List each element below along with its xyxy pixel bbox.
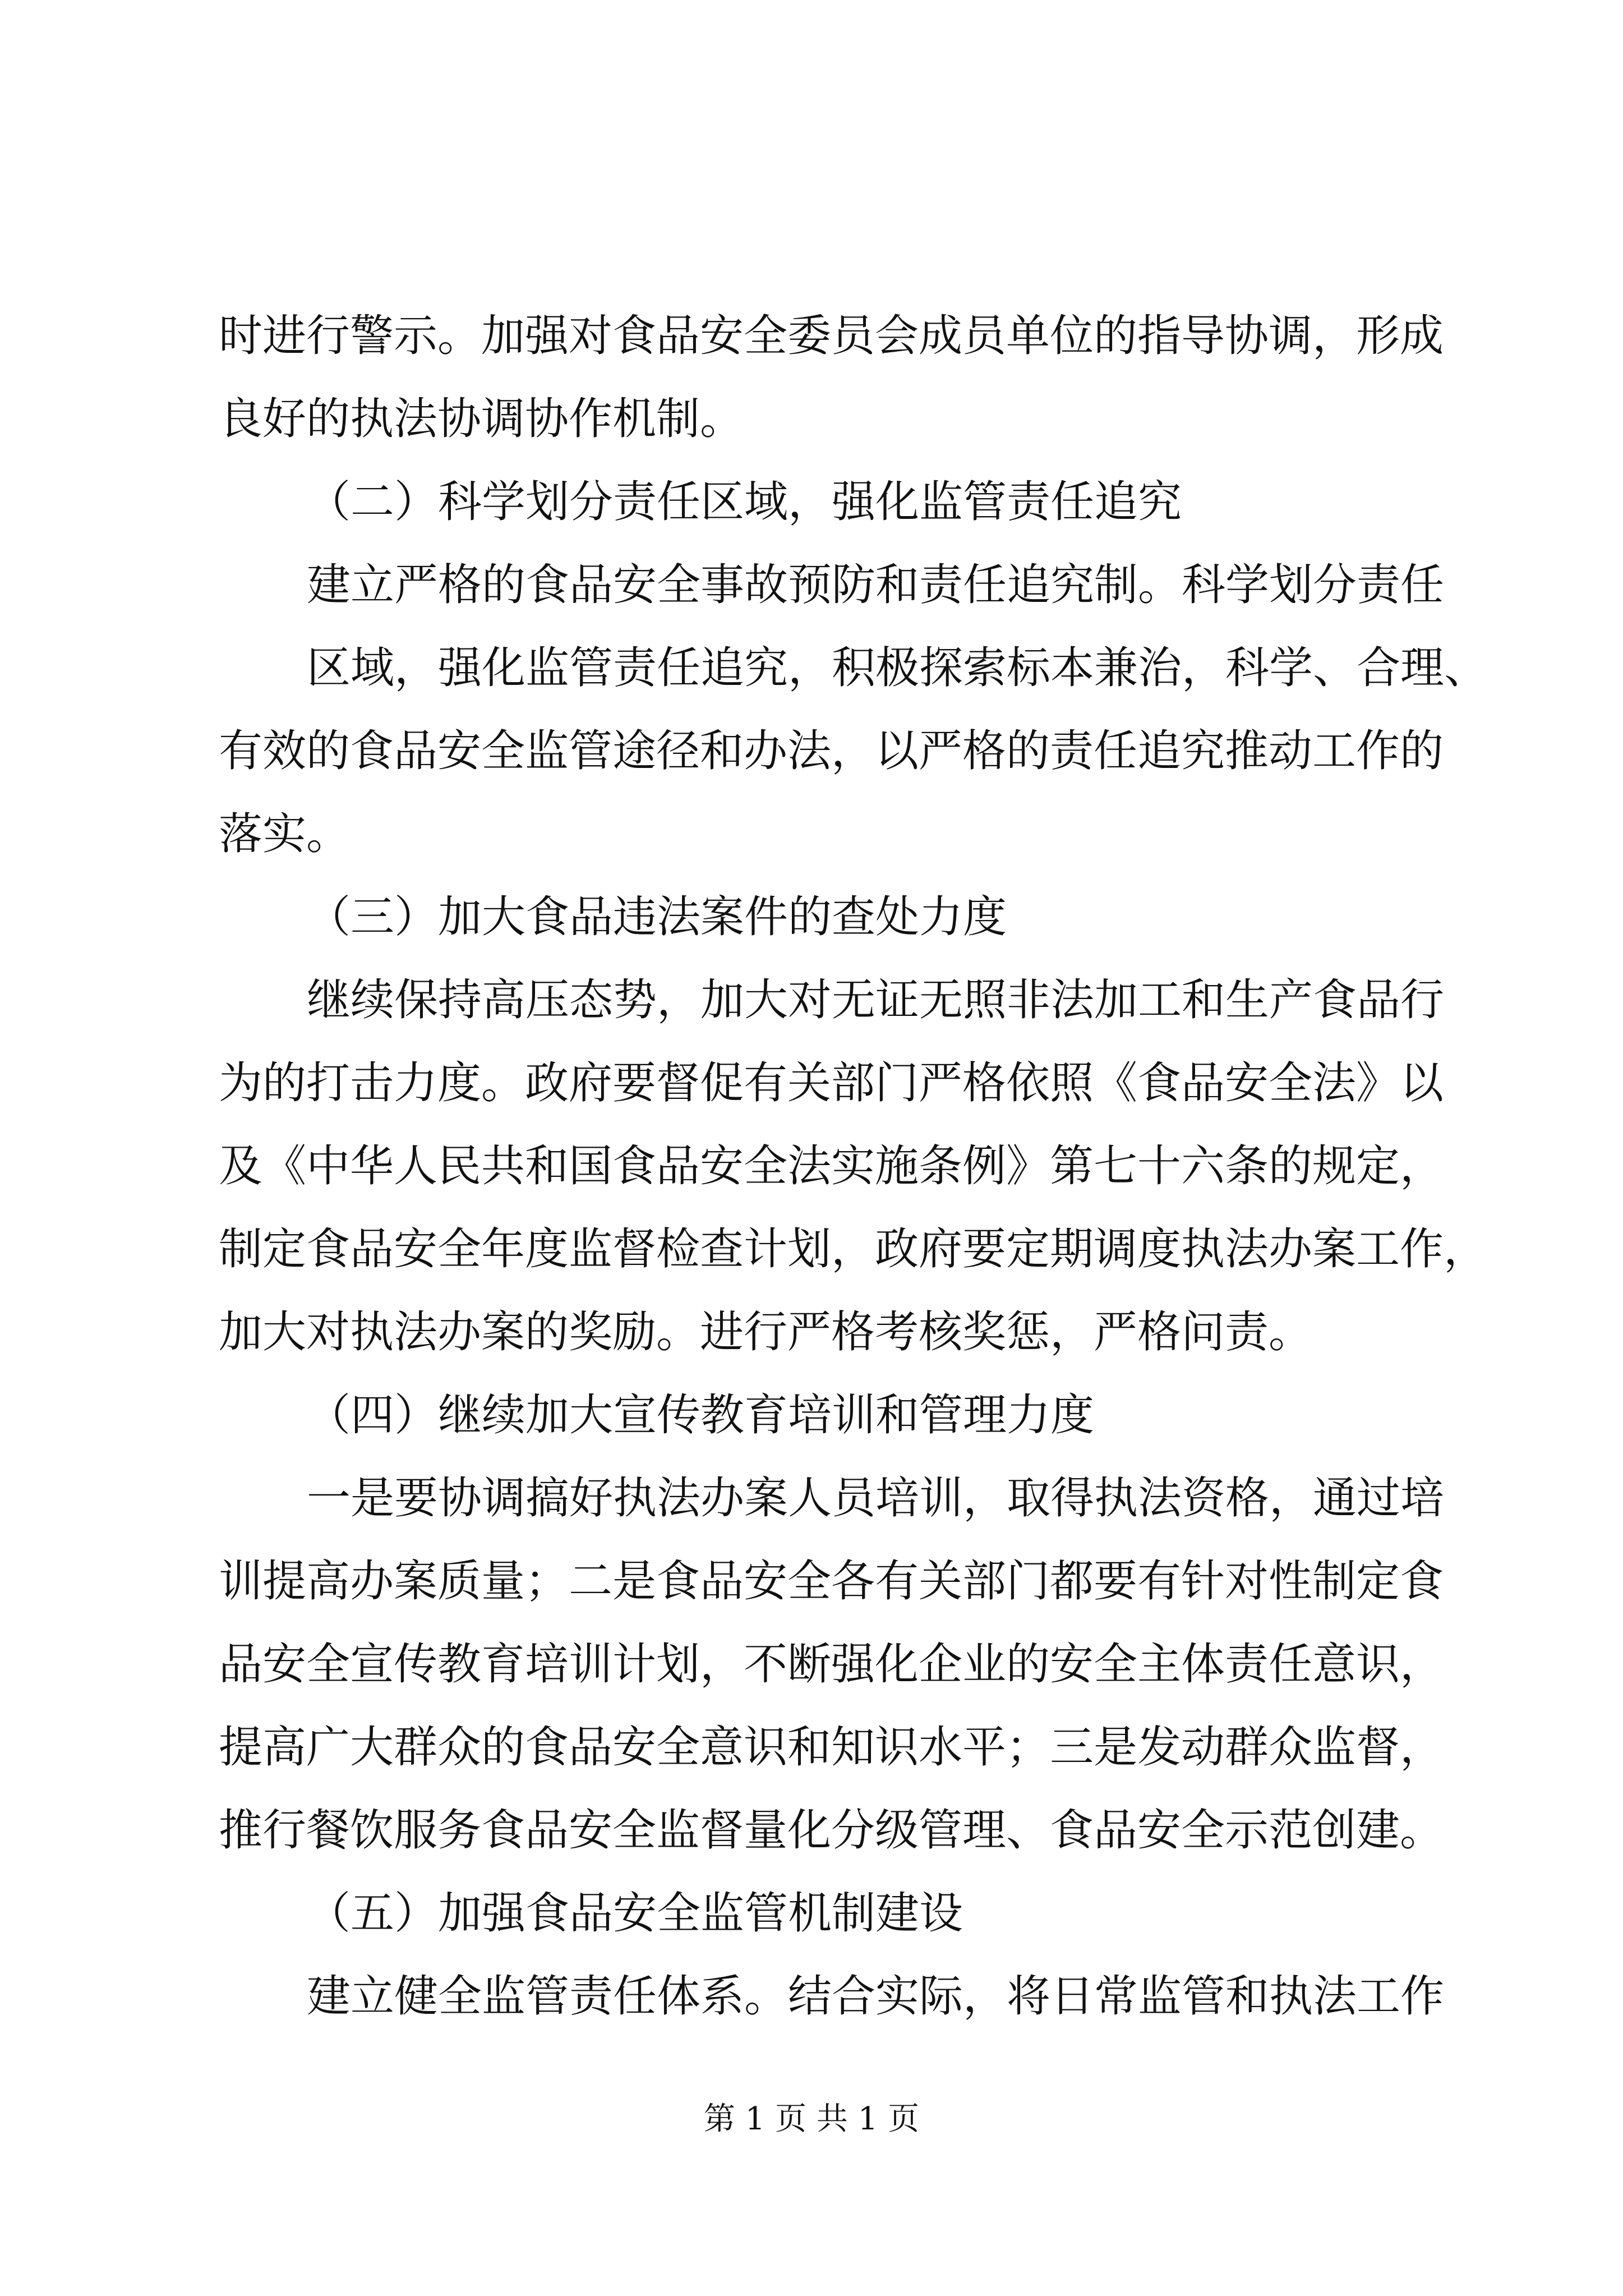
body-line: 为的打击力度。政府要督促有关部门严格依照《食品安全法》以 bbox=[219, 1058, 1444, 1108]
body-line: 品安全宣传教育培训计划，不断强化企业的安全主体责任意识， bbox=[219, 1639, 1444, 1690]
body-line: 建立严格的食品安全事故预防和责任追究制。科学划分责任 bbox=[307, 560, 1445, 610]
body-line: 加大对执法办案的奖励。进行严格考核奖惩，严格问责。 bbox=[219, 1307, 1313, 1358]
section-heading: （四）继续加大宣传教育培训和管理力度 bbox=[307, 1390, 1095, 1441]
body-line: 落实。 bbox=[219, 809, 351, 859]
body-line: 提高广大群众的食品安全意识和知识水平；三是发动群众监督， bbox=[219, 1722, 1444, 1773]
body-line: 继续保持高压态势，加大对无证无照非法加工和生产食品行 bbox=[307, 975, 1445, 1025]
page-number: 第 1 页 共 1 页 bbox=[703, 2101, 920, 2137]
section-heading: （二）科学划分责任区域，强化监管责任追究 bbox=[307, 477, 1182, 527]
body-line: 推行餐饮服务食品安全监督量化分级管理、食品安全示范创建。 bbox=[219, 1805, 1444, 1856]
section-heading: （三）加大食品违法案件的查处力度 bbox=[307, 892, 1007, 942]
body-line: 有效的食品安全监管途径和办法，以严格的责任追究推动工作的 bbox=[219, 726, 1444, 776]
body-line: 区域，强化监管责任追究，积极探索标本兼治，科学、合理、 bbox=[307, 643, 1488, 693]
body-line: 一是要协调搞好执法办案人员培训，取得执法资格，通过培 bbox=[307, 1473, 1445, 1524]
body-line: 制定食品安全年度监督检查计划，政府要定期调度执法办案工作， bbox=[219, 1224, 1488, 1274]
section-heading: （五）加强食品安全监管机制建设 bbox=[307, 1888, 963, 1939]
body-line: 时进行警示。加强对食品安全委员会成员单位的指导协调，形成 bbox=[219, 311, 1444, 361]
body-line: 建立健全监管责任体系。结合实际，将日常监管和执法工作 bbox=[307, 1971, 1445, 2022]
body-line: 及《中华人民共和国食品安全法实施条例》第七十六条的规定， bbox=[219, 1141, 1444, 1191]
body-line: 良好的执法协调协作机制。 bbox=[219, 394, 744, 444]
body-line: 训提高办案质量；二是食品安全各有关部门都要有针对性制定食 bbox=[219, 1556, 1444, 1607]
